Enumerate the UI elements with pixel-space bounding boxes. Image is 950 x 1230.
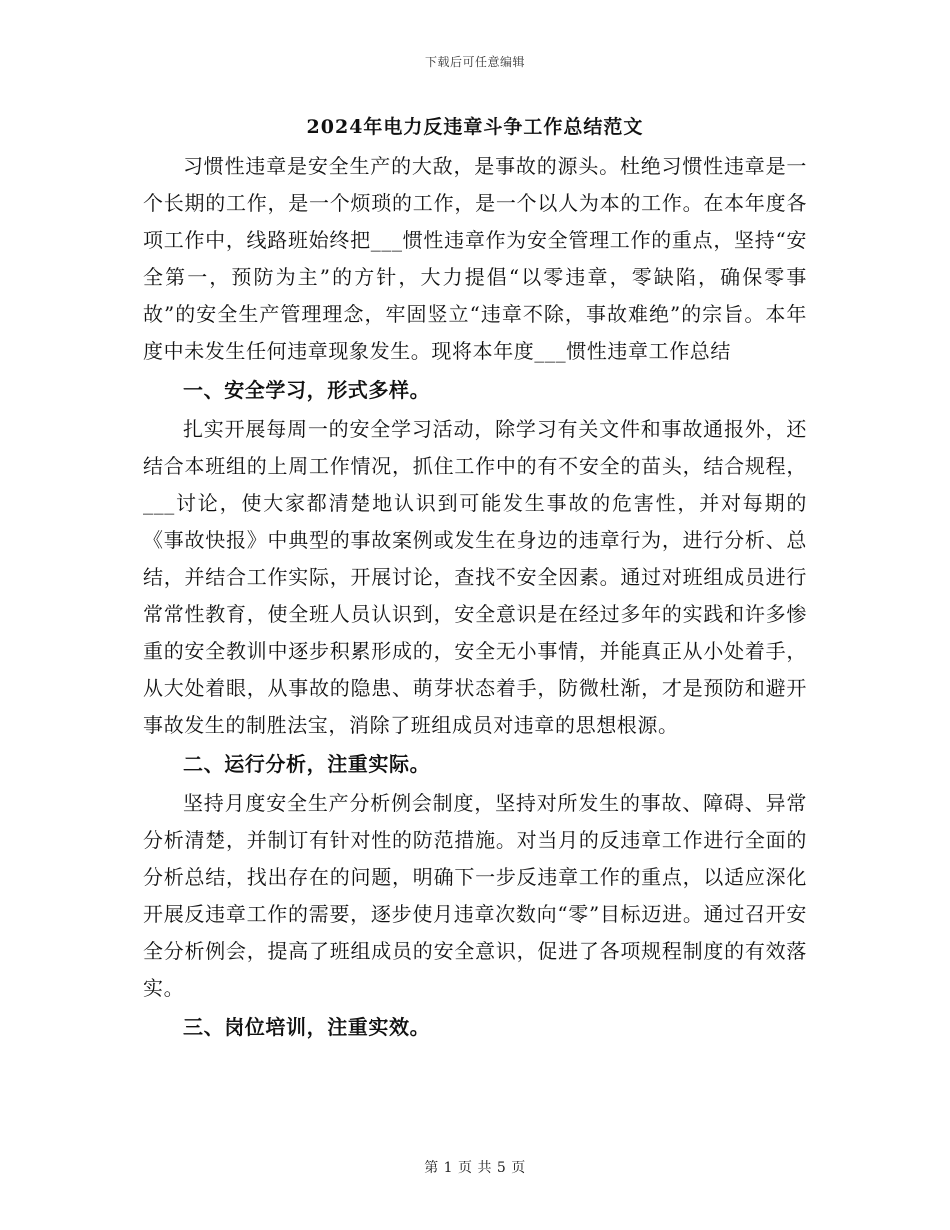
section-heading-3: 三、岗位培训，注重实效。 [183,1015,431,1039]
document-body [143,112,807,1048]
document-title: 2024年电力反违章斗争工作总结范文 [306,116,644,138]
page-number: 第 1 页 共 5 页 [424,1160,526,1176]
intro-paragraph: 习惯性违章是安全生产的大敌，是事故的源头。杜绝习惯性违章是一个长期的工作，是一个烦琐的工作，是一个以人为本的工作。在本年度各项工作中，线路班始终把___惯性违章作为安全管理工作的重点，坚持“安全第一，预防为主”的方针，大力提倡“以零违章，零缺陷，确保零事故”的安全生产管理理念，牢固竖立“违章不除，事故难绝”的宗旨。本年度中未发生任何违章现象发生。现将本年度___惯性违章工作总结 [143,154,807,363]
header-note: 下载后可任意编辑 [424,55,525,69]
section-body-1: 扎实开展每周一的安全学习活动，除学习有关文件和事故通报外，还结合本班组的上周工作情况，抓住工作中的有不安全的苗头，结合规程，___讨论，使大家都清楚地认识到可能发生事故的危害性，并对每期的《事故快报》中典型的事故案例或发生在身边的违章行为，进行分析、总结，并结合工作实际，开展讨论，查找不安全因素。通过对班组成员进行常常性教育，使全班人员认识到，安全意识是在经过多年的实践和许多惨重的安全教训中逐步积累形成的，安全无小事情，并能真正从小处着手，从大处着眼，从事故的隐患、萌芽状态着手，防微杜渐，才是预防和避开事故发生的制胜法宝，消除了班组成员对违章的思想根源。 [143,417,807,737]
section-heading-1: 一、安全学习，形式多样。 [183,378,431,402]
section-heading-2: 二、运行分析，注重实际。 [183,752,431,776]
section-body-2: 坚持月度安全生产分析例会制度，坚持对所发生的事故、障碍、异常分析清楚，并制订有针对性的防范措施。对当月的反违章工作进行全面的分析总结，找出存在的问题，明确下一步反违章工作的重点，以适应深化开展反违章工作的需要，逐步使月违章次数向“零”目标迈进。通过召开安全分析例会，提高了班组成员的安全意识，促进了各项规程制度的有效落实。 [143,791,807,1000]
